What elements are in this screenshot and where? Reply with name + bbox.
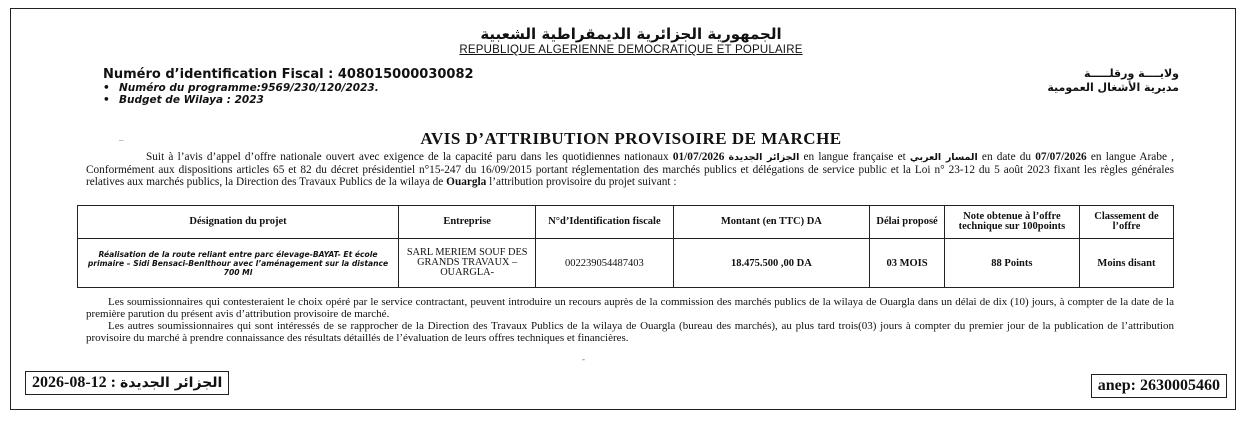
intro-text-2: en langue française et bbox=[799, 151, 910, 163]
award-table bbox=[77, 205, 1174, 288]
col-ranking: Classement de l’offre bbox=[1079, 206, 1173, 239]
footer-paragraph-1: Les soumissionnaires qui contesteraient le choix opéré par le service contractant, peuvent introduire un recours auprès de la commission des marchés publics de la wilaya de Ouargla dans un délai de dix (10) jours, à compter de la date de la première parution du présent avis d’attribution provisoire de marché. bbox=[86, 296, 1174, 320]
anep-reference: anep: 2630005460 bbox=[1091, 374, 1227, 398]
footer-paragraph-2: Les autres soumissionnaires qui sont intéressés de se rapprocher de la Direction des Travaux Publics de la wilaya de Ouargla (bureau des marchés), au plus tard trois(03) jours à compter du premier jour de la publication de l’attribution provisoire du marché à prendre connaissance des résultats détaillés de l’évaluation de leurs offres techniques et financières. bbox=[86, 320, 1174, 344]
table-row bbox=[78, 239, 1174, 288]
arabic-republic-title: الجمهورية الجزائرية الديمقراطية الشعبية bbox=[480, 25, 782, 43]
intro-text-1: Suit à l’avis d’appel d’offre nationale ouvert avec exigence de la capacité paru dans les quotidiennes nationaux bbox=[146, 151, 673, 163]
program-number-text: Numéro du programme:9569/230/120/2023. bbox=[119, 82, 379, 94]
col-nif: N°d’Identification fiscale bbox=[536, 206, 673, 239]
cell-company: SARL MERIEM SOUF DES GRANDS TRAVAUX – OUARGLA- bbox=[399, 239, 536, 288]
stamp-date: 2026-08-12 bbox=[32, 374, 107, 391]
notice-page bbox=[10, 8, 1236, 410]
intro-paragraph bbox=[86, 151, 1174, 188]
newspaper-2: المسار العربي bbox=[909, 152, 978, 163]
cell-tech-score: 88 Points bbox=[944, 239, 1079, 288]
newspaper-date-stamp bbox=[25, 371, 229, 395]
table-header-row bbox=[78, 206, 1174, 239]
intro-text-4: en langue Arabe , Conformément aux dispositions articles 65 et 82 du décret présidentiel n°15-247 du 16/09/2015 portant réglementation des marchés publics et délégations de service public et la Loi n° 23-12 du 5 août 2023 fixant les règles générales relatives aux marchés publics, la Direction des Travaux Publics de la wilaya de bbox=[86, 151, 1174, 188]
date-2: 07/07/2026 bbox=[1035, 151, 1087, 163]
col-delay: Délai proposé bbox=[870, 206, 945, 239]
scan-mark: - bbox=[582, 354, 585, 364]
wilaya-name: ولايــــة ورقلـــــة bbox=[1083, 67, 1179, 80]
program-number-line bbox=[103, 82, 379, 94]
intro-text-5: l’attribution provisoire du projet suivant : bbox=[486, 176, 677, 188]
stamp-newspaper: الجزائر الجديدة bbox=[119, 375, 223, 391]
col-company: Entreprise bbox=[399, 206, 536, 239]
wilaya-bold: Ouargla bbox=[446, 176, 487, 188]
budget-text: Budget de Wilaya : 2023 bbox=[119, 94, 264, 106]
bullet-icon: • bbox=[103, 82, 110, 94]
cell-project: Réalisation de la route reliant entre parc élevage-BAYAT- Et école primaire – Sidi Bensaci-Benlthour avec l’aménagement sur la distance 700 Ml bbox=[78, 239, 399, 288]
date-1: 01/07/2026 bbox=[672, 151, 725, 163]
bullet-icon: • bbox=[103, 94, 110, 106]
french-republic-title: REPUBLIQUE ALGERIENNE DEMOCRATIQUE ET POPULAIRE bbox=[459, 44, 803, 56]
intro-text-3: en date du bbox=[977, 151, 1036, 163]
fiscal-id-line: Numéro d’identification Fiscal : 408015000030082 bbox=[103, 67, 474, 82]
col-amount: Montant (en TTC) DA bbox=[673, 206, 870, 239]
stamp-separator: : bbox=[106, 374, 120, 391]
col-project: Désignation du projet bbox=[78, 206, 399, 239]
cell-delay: 03 MOIS bbox=[870, 239, 945, 288]
cell-nif: 002239054487403 bbox=[536, 239, 673, 288]
directorate-name: مديرية الأشغال العمومية bbox=[1047, 81, 1179, 94]
budget-line bbox=[103, 94, 264, 106]
notice-title: AVIS D’ATTRIBUTION PROVISOIRE DE MARCHE bbox=[420, 129, 842, 148]
cell-ranking: Moins disant bbox=[1079, 239, 1173, 288]
cell-amount: 18.475.500 ,00 DA bbox=[673, 239, 870, 288]
footer-paragraphs bbox=[86, 296, 1174, 344]
newspaper-1: الجزائر الجديدة bbox=[728, 152, 800, 163]
col-tech-score: Note obtenue à l’offre technique sur 100points bbox=[944, 206, 1079, 239]
scan-mark: – bbox=[119, 135, 124, 145]
